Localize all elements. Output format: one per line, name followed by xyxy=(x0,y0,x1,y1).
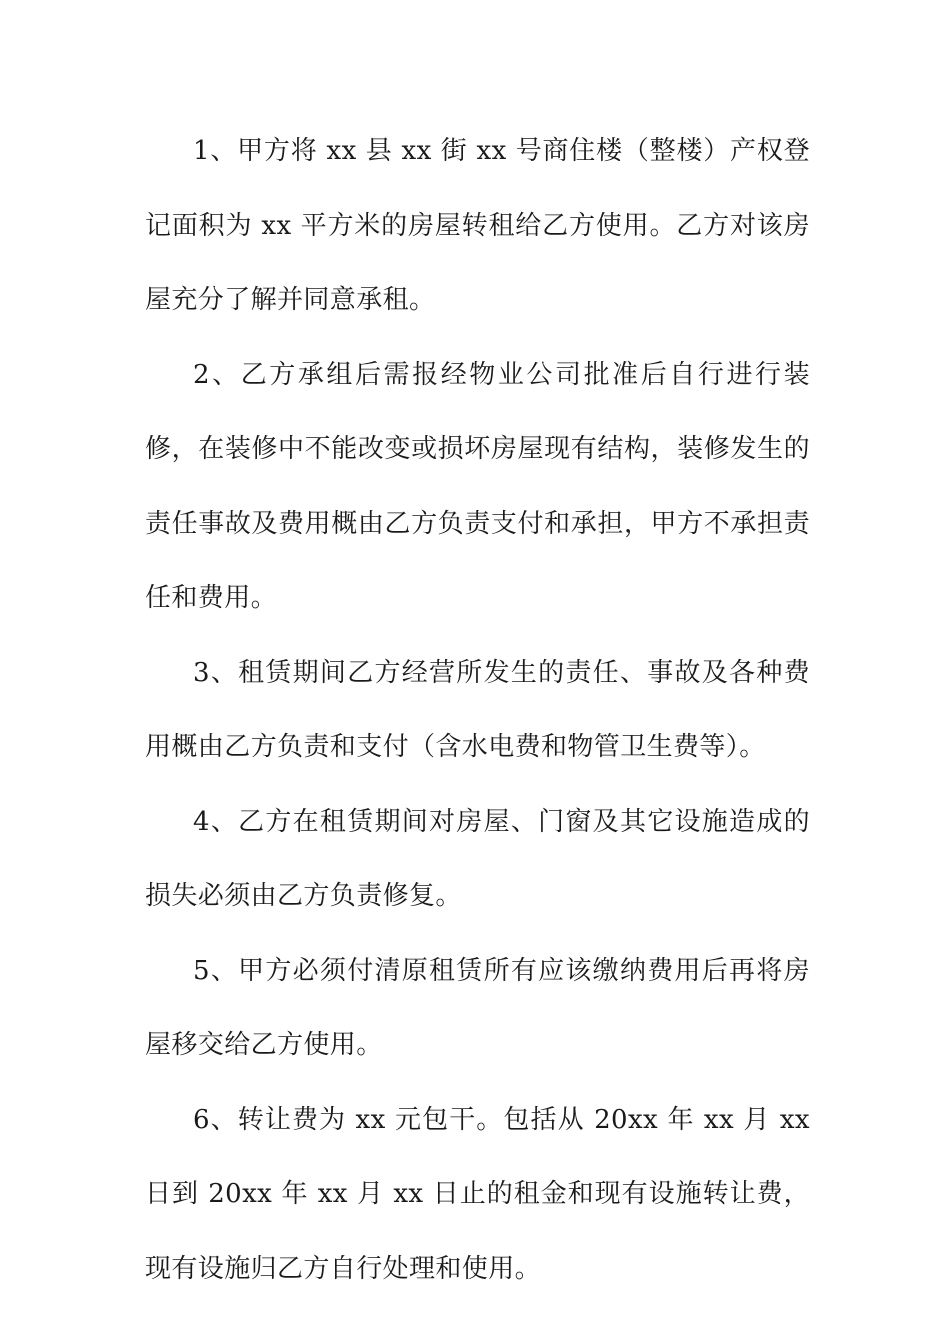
contract-clauses xyxy=(145,114,810,1306)
clause-3: 3、租赁期间乙方经营所发生的责任、事故及各种费用概由乙方负责和支付（含水电费和物管卫生费等）。 xyxy=(145,657,810,762)
clause-4: 4、乙方在租赁期间对房屋、门窗及其它设施造成的损失必须由乙方负责修复。 xyxy=(145,806,810,911)
clause-5: 5、甲方必须付清原租赁所有应该缴纳费用后再将房屋移交给乙方使用。 xyxy=(145,955,810,1060)
clause-6: 6、转让费为 xx 元包干。包括从 20xx 年 xx 月 xx 日到 20xx 年 xx 月 xx 日止的租金和现有设施转让费，现有设施归乙方自行处理和使用。 xyxy=(145,1104,810,1284)
clause-2: 2、乙方承组后需报经物业公司批准后自行进行装修，在装修中不能改变或损坏房屋现有结构，装修发生的责任事故及费用概由乙方负责支付和承担，甲方不承担责任和费用。 xyxy=(145,359,810,613)
clause-1: 1、甲方将 xx 县 xx 街 xx 号商住楼（整楼）产权登记面积为 xx 平方米的房屋转租给乙方使用。乙方对该房屋充分了解并同意承租。 xyxy=(145,136,810,315)
